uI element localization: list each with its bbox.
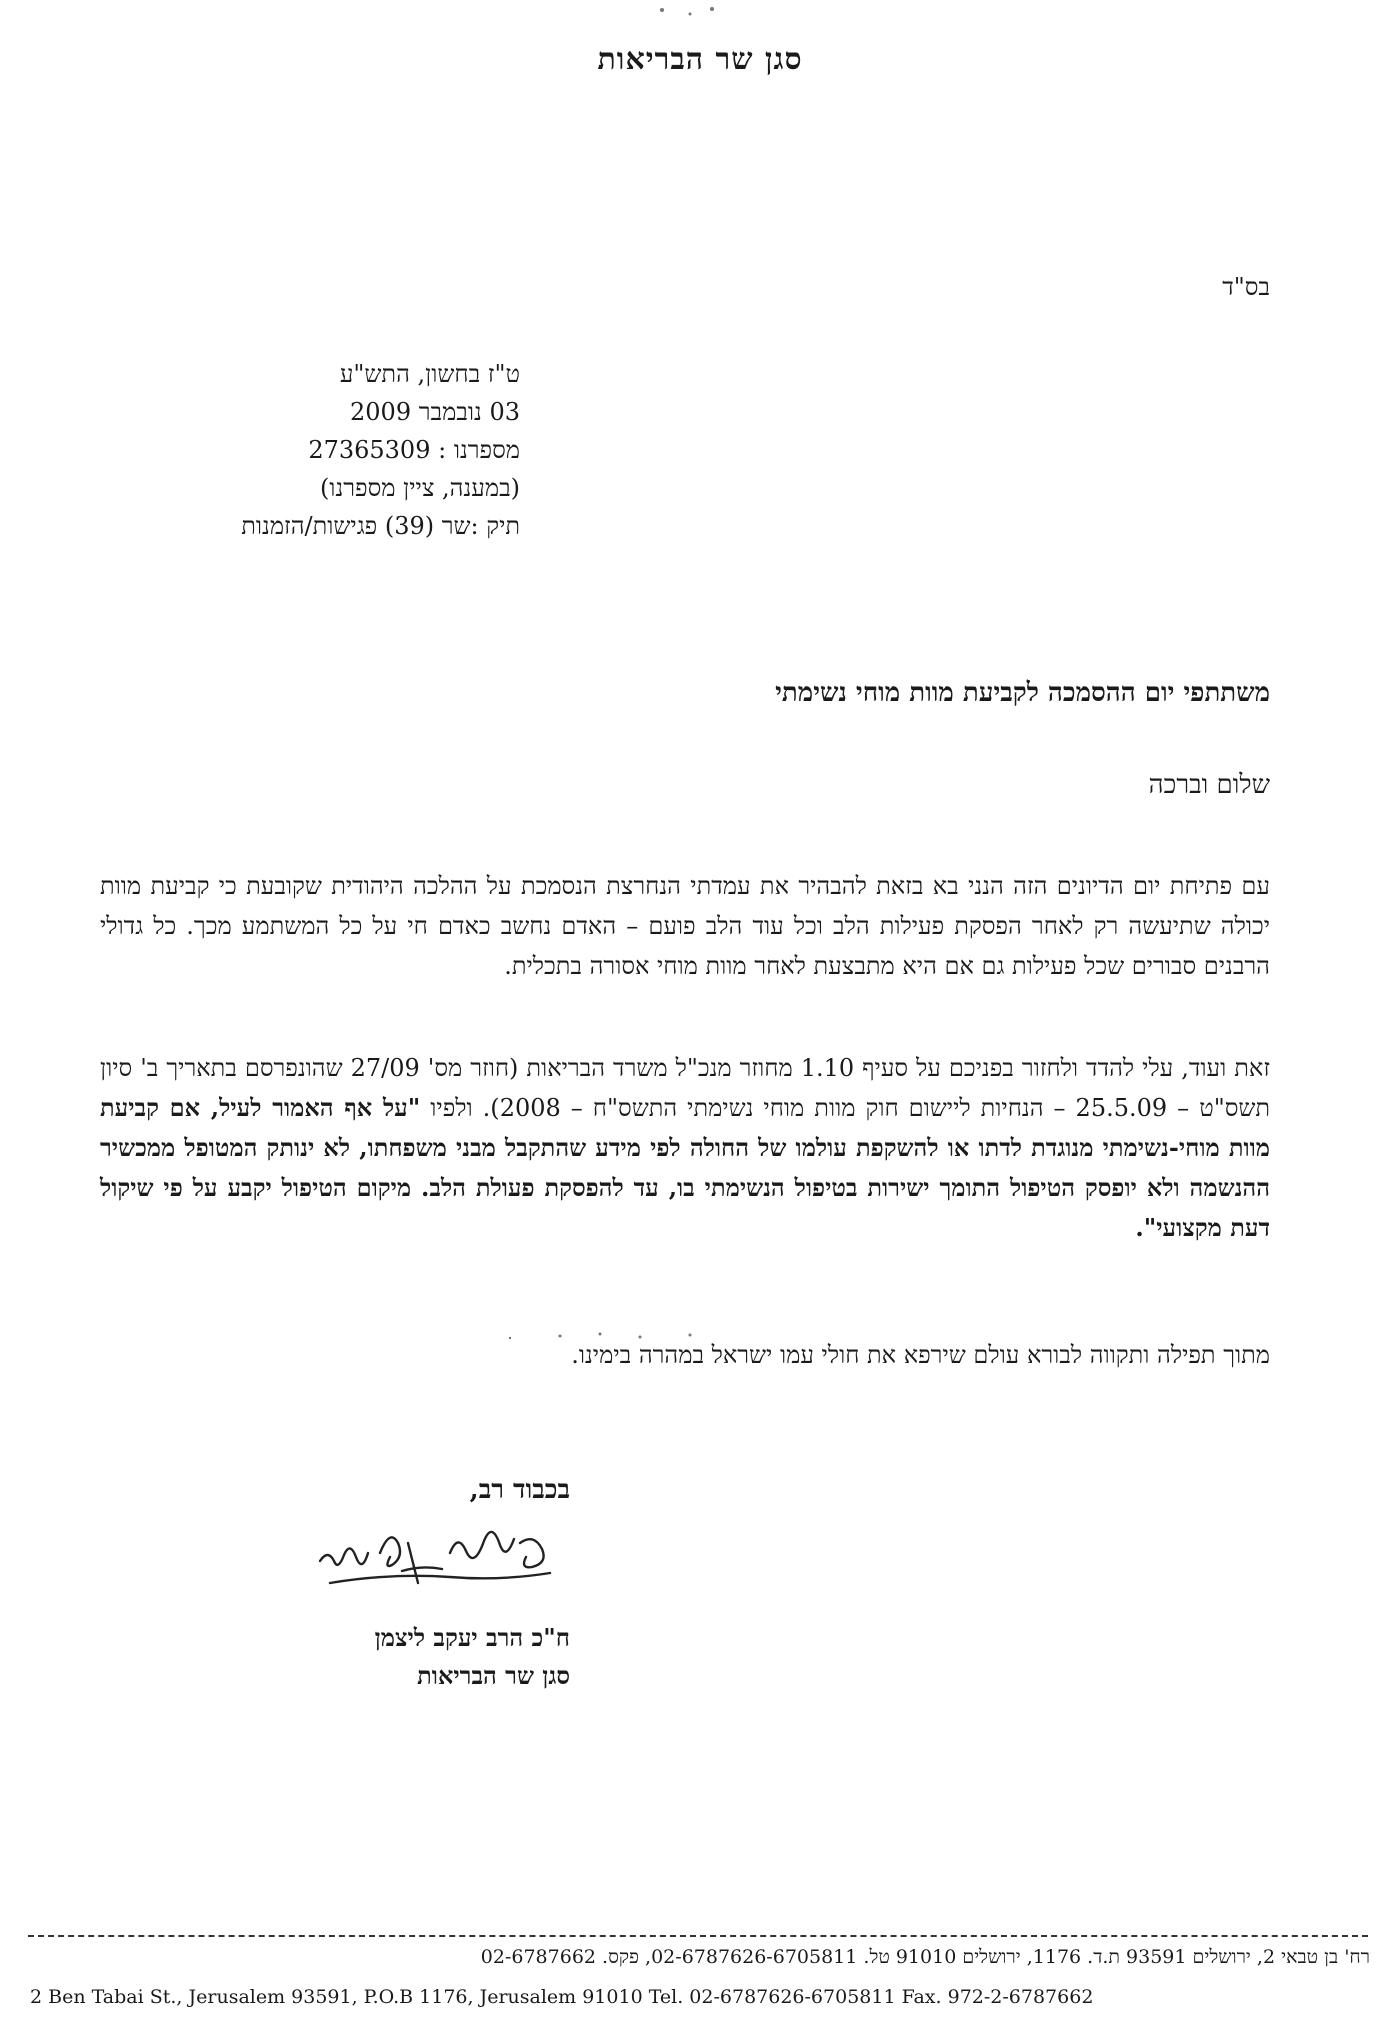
footer-hebrew-address: רח' בן טבאי 2, ירושלים 93591 ת.ד. 1176, ירושלים 91010 טל. 02-6787626-6705811, פקס. 02-6787662 xyxy=(480,1946,1370,1968)
paragraph-2-text: זאת ועוד, עלי להדד ולחזור בפניכם על סעיף 1.10 מחוזר מנכ"ל משרד הבריאות (חוזר מס' 27/09 שהונפרסם בתאריך ב' סיון תשס"ט – 25.5.09 – הנחיות ליישום חוק מוות מוחי נשימתי התשס"ח – 2008). ולפיו xyxy=(100,1054,1271,1122)
letterhead-title: סגן שר הבריאות xyxy=(597,42,803,77)
hebrew-date: ט"ז בחשון, התש"ע xyxy=(339,360,520,388)
body-paragraph-2 xyxy=(100,1048,1270,1248)
bsd-mark: בס"ד xyxy=(1222,273,1270,301)
closing-line: מתוך תפילה ותקווה לבורא עולם שירפא את חולי עמו ישראל במהרה בימינו. xyxy=(571,1341,1270,1369)
signer-title: סגן שר הבריאות xyxy=(417,1661,570,1690)
reference-number: מספרנו : 27365309 xyxy=(308,436,520,464)
regards-line: בכבוד רב, xyxy=(469,1475,570,1505)
signature-block xyxy=(310,1475,570,1691)
paragraph-2-quote: "על אף האמור לעיל, אם קביעת מוות מוחי-נשימתי מנוגדת לדתו או להשקפת עולמו של החולה לפי מידע שהתקבל מבני משפחתו, לא ינותק המטופל ממכשיר ההנשמה ולא יופסק הטיפול התומך ישירות בטיפול הנשימתי בו, עד להפסקת פעולת הלב. מיקום הטיפול יקבע על פי שיקול דעת מקצועי". xyxy=(100,1093,1270,1242)
footer-divider xyxy=(28,1935,1368,1937)
handwritten-signature xyxy=(310,1513,570,1607)
body-paragraph-1: עם פתיחת יום הדיונים הזה הנני בא בזאת להבהיר את עמדתי הנחרצת הנסמכת על ההלכה היהודית שקובעת כי קביעת מוות יכולה שתיעשה רק לאחר הפסקת פעילות הלב וכל עוד הלב פועם – האדם נחשב כאדם חי על כל המשתמע מכך. כל גדולי הרבנים סבורים שכל פעילות גם אם היא מתבצעת לאחר מוות מוחי אסורה בתכלית. xyxy=(100,872,1270,980)
reference-note: (במענה, ציין מספרנו) xyxy=(319,474,520,502)
gregorian-date: 03 נובמבר 2009 xyxy=(350,398,520,426)
letter-metadata xyxy=(100,355,520,545)
signer-name: ח"כ הרב יעקב ליצמן xyxy=(374,1623,570,1652)
footer-english-address: 2 Ben Tabai St., Jerusalem 93591, P.O.B 1176, Jerusalem 91010 Tel. 02-6787626-6705811 Fax. 972-2-6787662 xyxy=(30,1986,1094,2008)
letter-subject: משתתפי יום ההסמכה לקביעת מוות מוחי נשימתי xyxy=(775,678,1270,708)
file-reference: תיק :שר (39) פגישות/הזמנות xyxy=(241,512,520,540)
greeting: שלום וברכה xyxy=(1148,770,1270,800)
